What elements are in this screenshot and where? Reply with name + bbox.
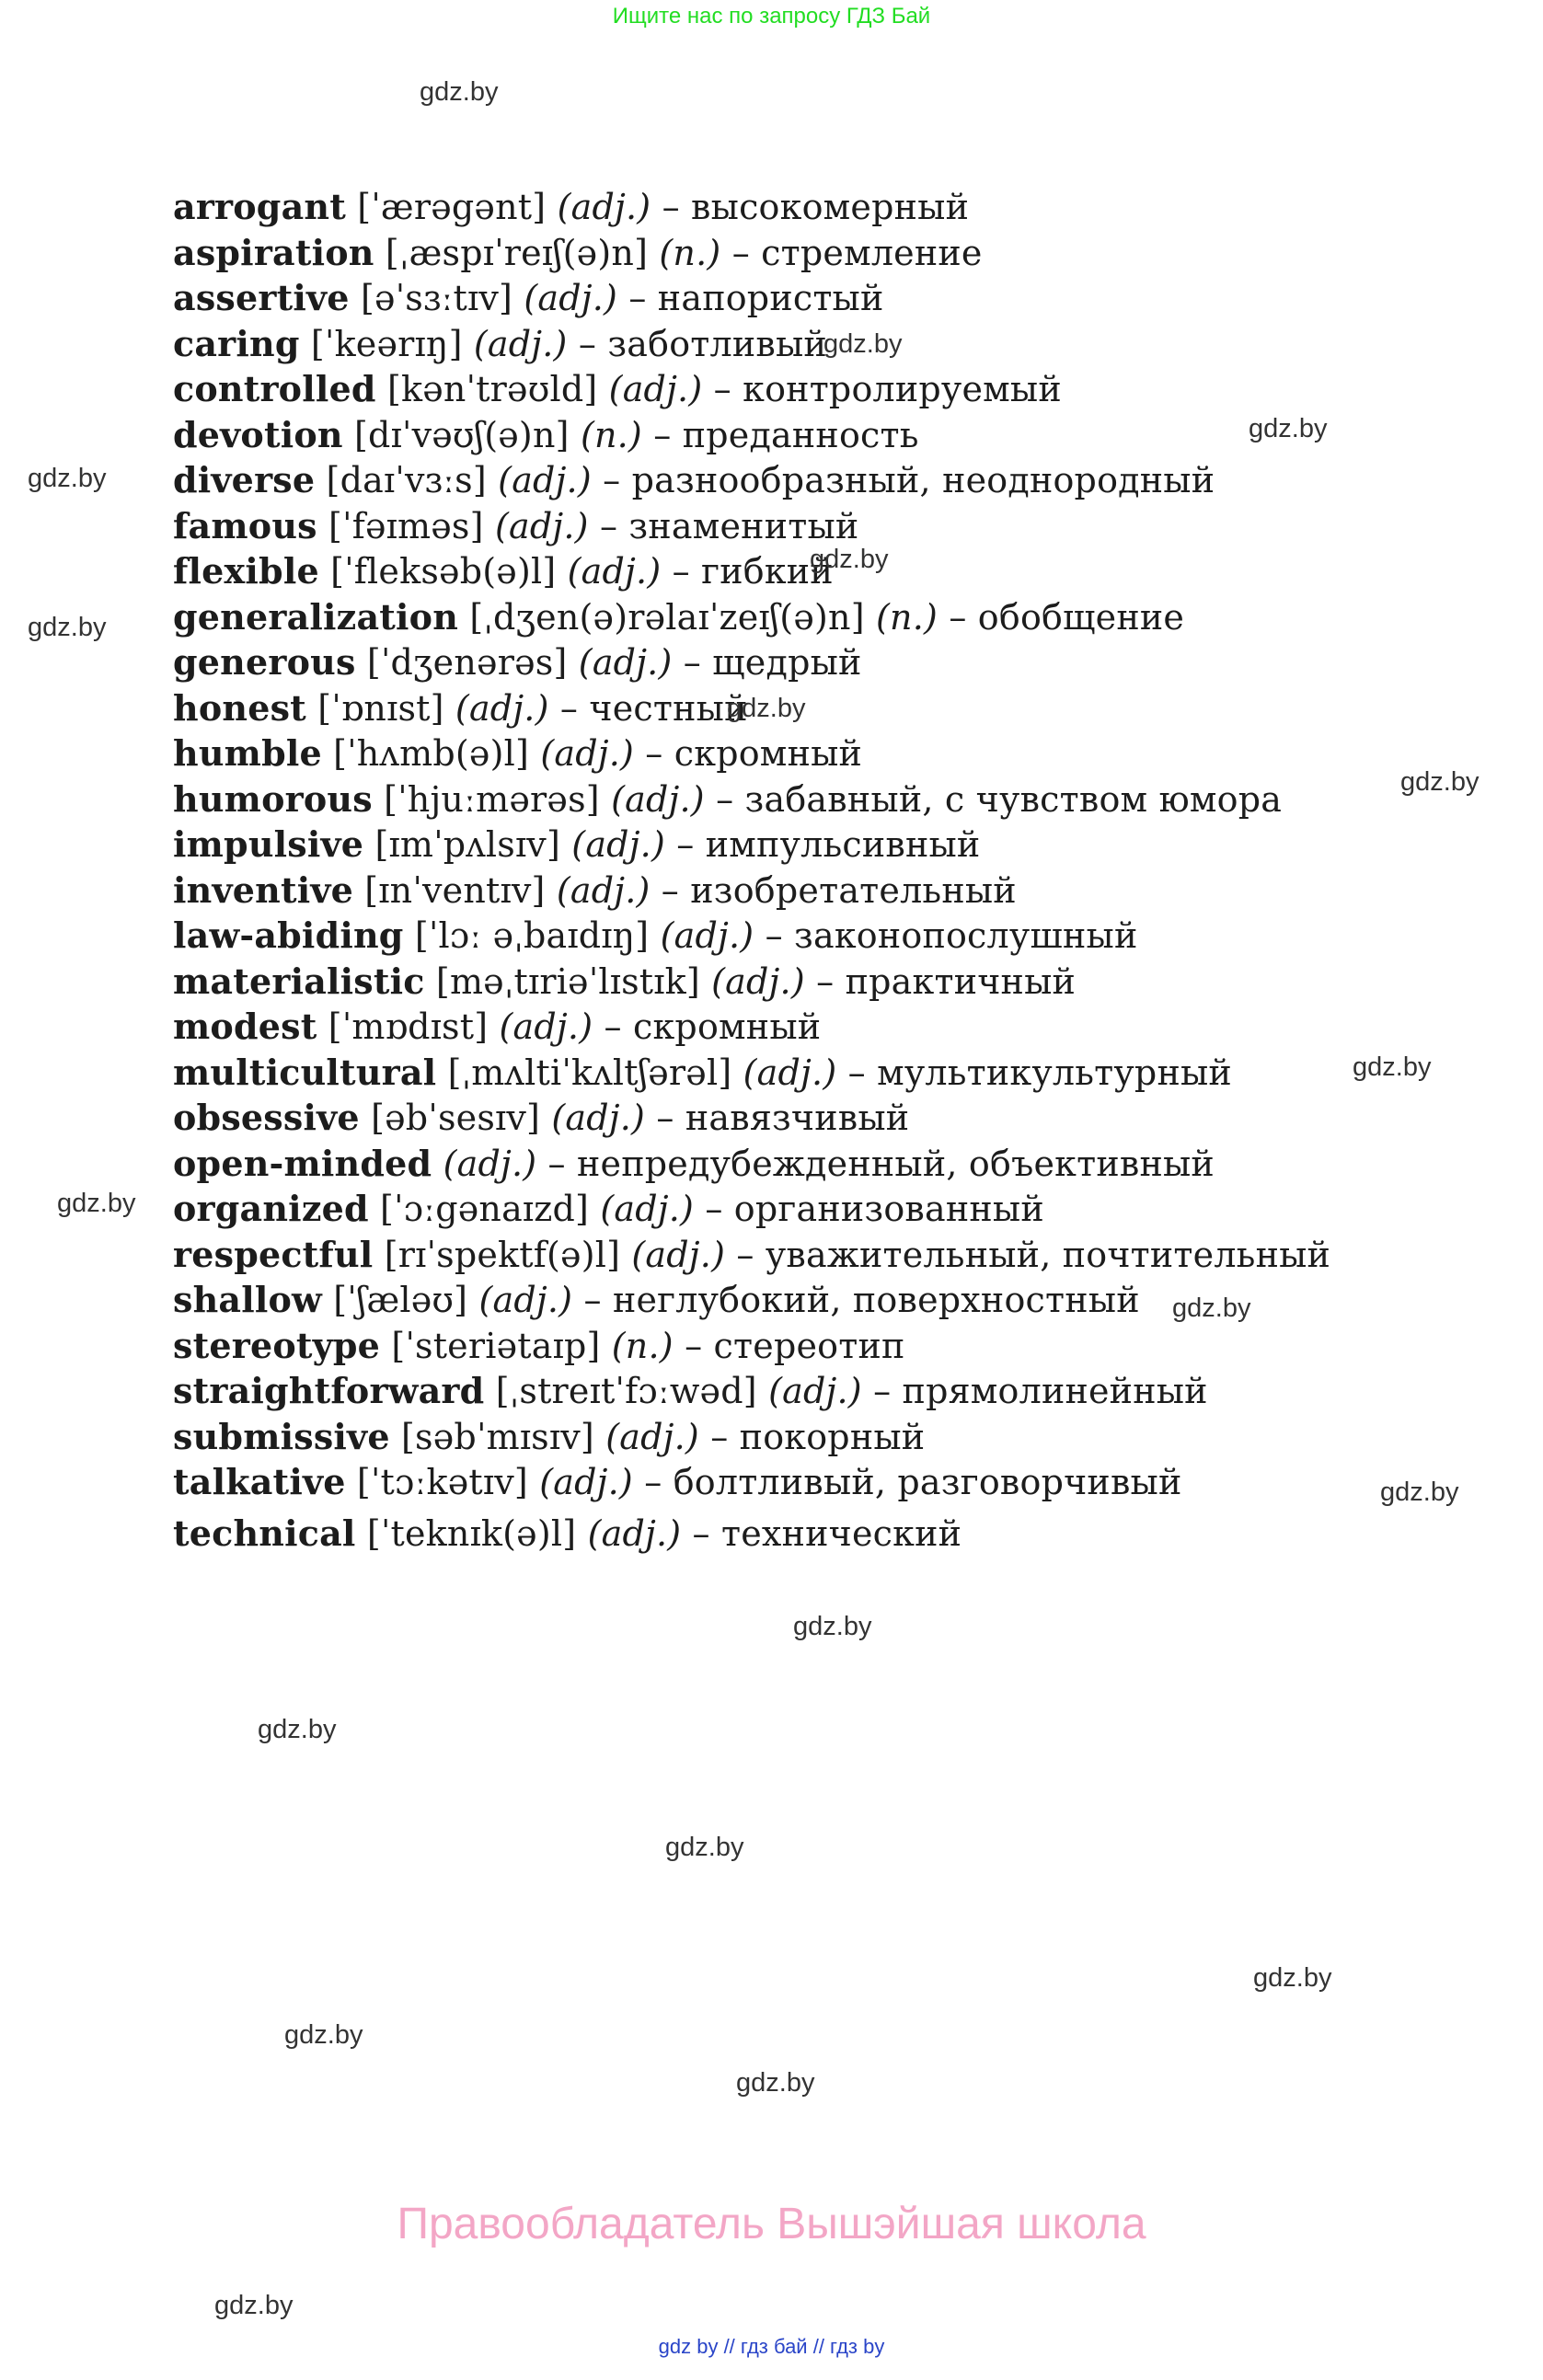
entry-pos: (n.)	[580, 414, 642, 455]
entry-translation: – технический	[692, 1512, 962, 1554]
top-banner[interactable]: Ищите нас по запросу ГДЗ Бай	[612, 4, 931, 29]
entry-pos: (adj.)	[567, 551, 662, 592]
entry-word: technical	[173, 1512, 356, 1554]
entry-word: humorous	[173, 777, 373, 820]
entry-pos: (n.)	[876, 596, 938, 638]
entry-pos: (adj.)	[600, 1189, 695, 1229]
vocab-entry	[173, 1368, 1516, 1414]
entry-word: honest	[173, 686, 306, 729]
watermark: gdz.by	[1249, 414, 1328, 443]
entry-word: humble	[173, 732, 322, 774]
entry-pos: (adj.)	[768, 1371, 862, 1411]
vocab-entry	[173, 1186, 1516, 1232]
entry-word: impulsive	[173, 823, 364, 865]
vocab-entry	[173, 1323, 1516, 1369]
watermark: gdz.by	[28, 613, 107, 642]
watermark: gdz.by	[1380, 1477, 1459, 1507]
entry-pos: (adj.)	[551, 1098, 646, 1138]
entry-translation: – практичный	[816, 960, 1077, 1002]
entry-pos: (adj.)	[478, 1280, 573, 1320]
watermark: gdz.by	[258, 1715, 337, 1744]
vocab-entry	[173, 594, 1516, 640]
entry-pos: (adj.)	[499, 1006, 593, 1047]
entry-translation: – уважительный, почтительный	[736, 1234, 1331, 1275]
entry-pos: (adj.)	[540, 733, 635, 774]
entry-transcription: [rɪˈspektf(ə)l]	[384, 1234, 621, 1275]
entry-translation: – импульсивный	[676, 824, 981, 865]
entry-pos: (adj.)	[743, 1052, 837, 1093]
entry-transcription: [ˈteknɪk(ə)l]	[366, 1512, 577, 1554]
entry-translation: – разнообразный, неоднородный	[603, 460, 1215, 500]
vocab-entry	[173, 1050, 1516, 1096]
entry-pos: (n.)	[611, 1325, 674, 1366]
entry-pos: (adj.)	[539, 1462, 633, 1502]
entry-pos: (adj.)	[578, 642, 673, 683]
watermark: gdz.by	[420, 77, 499, 107]
entry-word: controlled	[173, 368, 376, 409]
watermark: gdz.by	[28, 464, 107, 493]
watermark: gdz.by	[665, 1833, 744, 1862]
vocab-entry	[173, 776, 1516, 822]
entry-pos: (adj.)	[611, 778, 705, 820]
entry-pos: (adj.)	[524, 278, 618, 318]
entry-word: submissive	[173, 1415, 390, 1457]
entry-transcription: [ˈfəɪməs]	[328, 505, 484, 546]
entry-word: modest	[173, 1006, 317, 1047]
entry-translation: – обобщение	[949, 596, 1185, 638]
entry-translation: – забавный, с чувством юмора	[716, 778, 1283, 820]
entry-transcription: [dɪˈvəʊʃ(ə)n]	[354, 414, 570, 455]
vocab-entry	[173, 230, 1516, 276]
entry-translation: – честный	[559, 687, 748, 729]
entry-transcription: [ˈdʒenərəs]	[366, 642, 568, 683]
vocab-entry	[173, 1277, 1516, 1323]
entry-transcription: [ˈlɔː əˌbaɪdɪŋ]	[414, 915, 650, 956]
entry-transcription: [ɪnˈventɪv]	[364, 869, 546, 911]
vocab-entry	[173, 1414, 1516, 1460]
entry-translation: – болтливый, разговорчивый	[644, 1462, 1182, 1502]
entry-transcription: [ˈʃæləʊ]	[333, 1280, 468, 1320]
vocab-entry	[173, 1141, 1516, 1187]
copyright-notice: Правообладатель Вышэйшая школа	[397, 2200, 1146, 2248]
vocab-entry	[173, 184, 1516, 230]
entry-translation: – преданность	[653, 414, 919, 455]
entry-transcription: [ˈɔːgənaɪzd]	[380, 1189, 590, 1229]
entry-word: law-abiding	[173, 914, 404, 956]
watermark: gdz.by	[1253, 1963, 1332, 1993]
entry-word: open-minded	[173, 1142, 432, 1184]
entry-word: arrogant	[173, 186, 346, 227]
entry-transcription: [kənˈtrəʊld]	[386, 369, 598, 409]
entry-translation: – щедрый	[683, 642, 862, 683]
entry-pos: (adj.)	[498, 460, 592, 500]
entry-translation: – мультикультурный	[847, 1052, 1232, 1093]
entry-transcription: [ˌmʌltiˈkʌltʃərəl]	[447, 1052, 732, 1093]
entry-transcription: [ˈɒnɪst]	[317, 687, 444, 729]
entry-word: inventive	[173, 868, 353, 911]
vocab-entry	[173, 913, 1516, 959]
vocab-entry	[173, 275, 1516, 321]
footer-links[interactable]: gdz by // гдз бай // гдз by	[658, 2335, 885, 2358]
watermark: gdz.by	[793, 1612, 872, 1641]
vocab-entry	[173, 730, 1516, 776]
entry-word: stereotype	[173, 1324, 381, 1366]
entry-transcription: [ˈsteriətaɪp]	[391, 1325, 601, 1366]
entry-transcription: [ˌdʒen(ə)rəlaɪˈzeɪʃ(ə)n]	[469, 596, 865, 638]
entry-transcription: [ˈhjuːmərəs]	[384, 778, 600, 820]
vocab-entry	[173, 1004, 1516, 1050]
entry-pos: (adj.)	[494, 505, 589, 546]
entry-word: aspiration	[173, 231, 374, 273]
vocab-entry	[173, 1232, 1516, 1278]
entry-word: talkative	[173, 1461, 346, 1502]
entry-translation: – стереотип	[685, 1325, 905, 1366]
entry-word: materialistic	[173, 960, 425, 1002]
entry-pos: (adj.)	[455, 687, 549, 729]
entry-translation: – организованный	[705, 1189, 1044, 1229]
vocab-entry	[173, 868, 1516, 914]
watermark: gdz.by	[1172, 1293, 1251, 1323]
entry-transcription: [məˌtɪriəˈlɪstɪk]	[435, 960, 700, 1002]
entry-transcription: [ˈærəgənt]	[357, 187, 547, 227]
entry-transcription: [ˈmɒdɪst]	[328, 1006, 489, 1047]
watermark: gdz.by	[1400, 767, 1480, 797]
vocab-entry	[173, 1511, 1516, 1557]
entry-word: generalization	[173, 595, 459, 638]
entry-translation: – законопослушный	[765, 915, 1138, 956]
vocab-entry	[173, 822, 1516, 868]
entry-pos: (adj.)	[587, 1512, 682, 1554]
watermark: gdz.by	[810, 545, 889, 574]
entry-pos: (adj.)	[660, 915, 754, 956]
entry-word: caring	[173, 322, 300, 364]
entry-transcription: [ˌstreɪtˈfɔːwəd]	[495, 1371, 757, 1411]
entry-pos: (adj.)	[557, 187, 651, 227]
entry-translation: – знаменитый	[599, 505, 859, 546]
entry-translation: – высокомерный	[662, 187, 970, 227]
watermark: gdz.by	[727, 694, 806, 723]
entry-translation: – скромный	[645, 733, 863, 774]
entry-transcription: [ˌæspɪˈreɪʃ(ə)n]	[385, 232, 649, 273]
entry-pos: (adj.)	[443, 1143, 537, 1184]
entry-translation: – контролируемый	[713, 369, 1062, 409]
entry-transcription: [ˈkeərɪŋ]	[310, 323, 463, 364]
entry-transcription: [ˈtɔːkətɪv]	[356, 1462, 528, 1502]
watermark: gdz.by	[284, 2020, 363, 2050]
vocab-entry	[173, 1095, 1516, 1141]
entry-pos: (adj.)	[631, 1234, 726, 1275]
watermark: gdz.by	[57, 1189, 136, 1218]
watermark: gdz.by	[214, 2291, 294, 2320]
entry-translation: – навязчивый	[656, 1098, 910, 1138]
entry-word: assertive	[173, 277, 350, 318]
entry-transcription: [ˈhʌmb(ə)l]	[333, 733, 530, 774]
vocabulary-list	[173, 184, 1516, 1556]
entry-translation: – изобретательный	[661, 869, 1017, 911]
entry-pos: (n.)	[659, 232, 721, 273]
entry-transcription: [ɪmˈpʌlsɪv]	[374, 824, 561, 865]
vocab-entry	[173, 457, 1516, 503]
entry-pos: (adj.)	[608, 369, 703, 409]
entry-word: diverse	[173, 459, 316, 500]
entry-translation: – напористый	[628, 278, 884, 318]
entry-translation: – стремление	[731, 232, 983, 273]
entry-transcription: [əˈsɜːtɪv]	[360, 278, 513, 318]
vocab-entry	[173, 366, 1516, 412]
entry-transcription: [ˈfleksəb(ə)l]	[330, 551, 557, 592]
watermark: gdz.by	[823, 329, 903, 359]
entry-pos: (adj.)	[473, 323, 568, 364]
entry-transcription: [daɪˈvɜːs]	[326, 460, 487, 500]
entry-word: respectful	[173, 1233, 374, 1275]
entry-translation: – покорный	[710, 1416, 926, 1457]
entry-translation: – непредубежденный, объективный	[547, 1143, 1215, 1184]
entry-translation: – прямолинейный	[873, 1371, 1208, 1411]
entry-translation: – неглубокий, поверхностный	[583, 1280, 1140, 1320]
entry-translation: – гибкий	[672, 551, 834, 592]
entry-translation: – скромный	[604, 1006, 822, 1047]
vocab-entry	[173, 1459, 1516, 1505]
entry-word: shallow	[173, 1279, 322, 1320]
entry-word: generous	[173, 641, 356, 683]
vocab-entry	[173, 503, 1516, 549]
entry-pos: (adj.)	[605, 1416, 699, 1457]
entry-transcription: [əbˈsesɪv]	[371, 1098, 541, 1138]
entry-word: famous	[173, 504, 317, 546]
vocab-entry	[173, 685, 1516, 731]
watermark: gdz.by	[1353, 1052, 1432, 1082]
entry-word: obsessive	[173, 1097, 360, 1138]
vocab-entry	[173, 639, 1516, 685]
entry-word: straightforward	[173, 1370, 485, 1411]
entry-pos: (adj.)	[556, 869, 651, 911]
entry-pos: (adj.)	[571, 824, 665, 865]
entry-word: devotion	[173, 413, 343, 455]
entry-transcription: [səbˈmɪsɪv]	[401, 1416, 594, 1457]
entry-pos: (adj.)	[711, 960, 805, 1002]
entry-word: flexible	[173, 550, 319, 592]
entry-translation: – заботливый	[578, 323, 827, 364]
vocab-entry	[173, 959, 1516, 1005]
watermark: gdz.by	[736, 2068, 815, 2098]
entry-word: organized	[173, 1188, 369, 1229]
entry-word: multicultural	[173, 1051, 437, 1093]
